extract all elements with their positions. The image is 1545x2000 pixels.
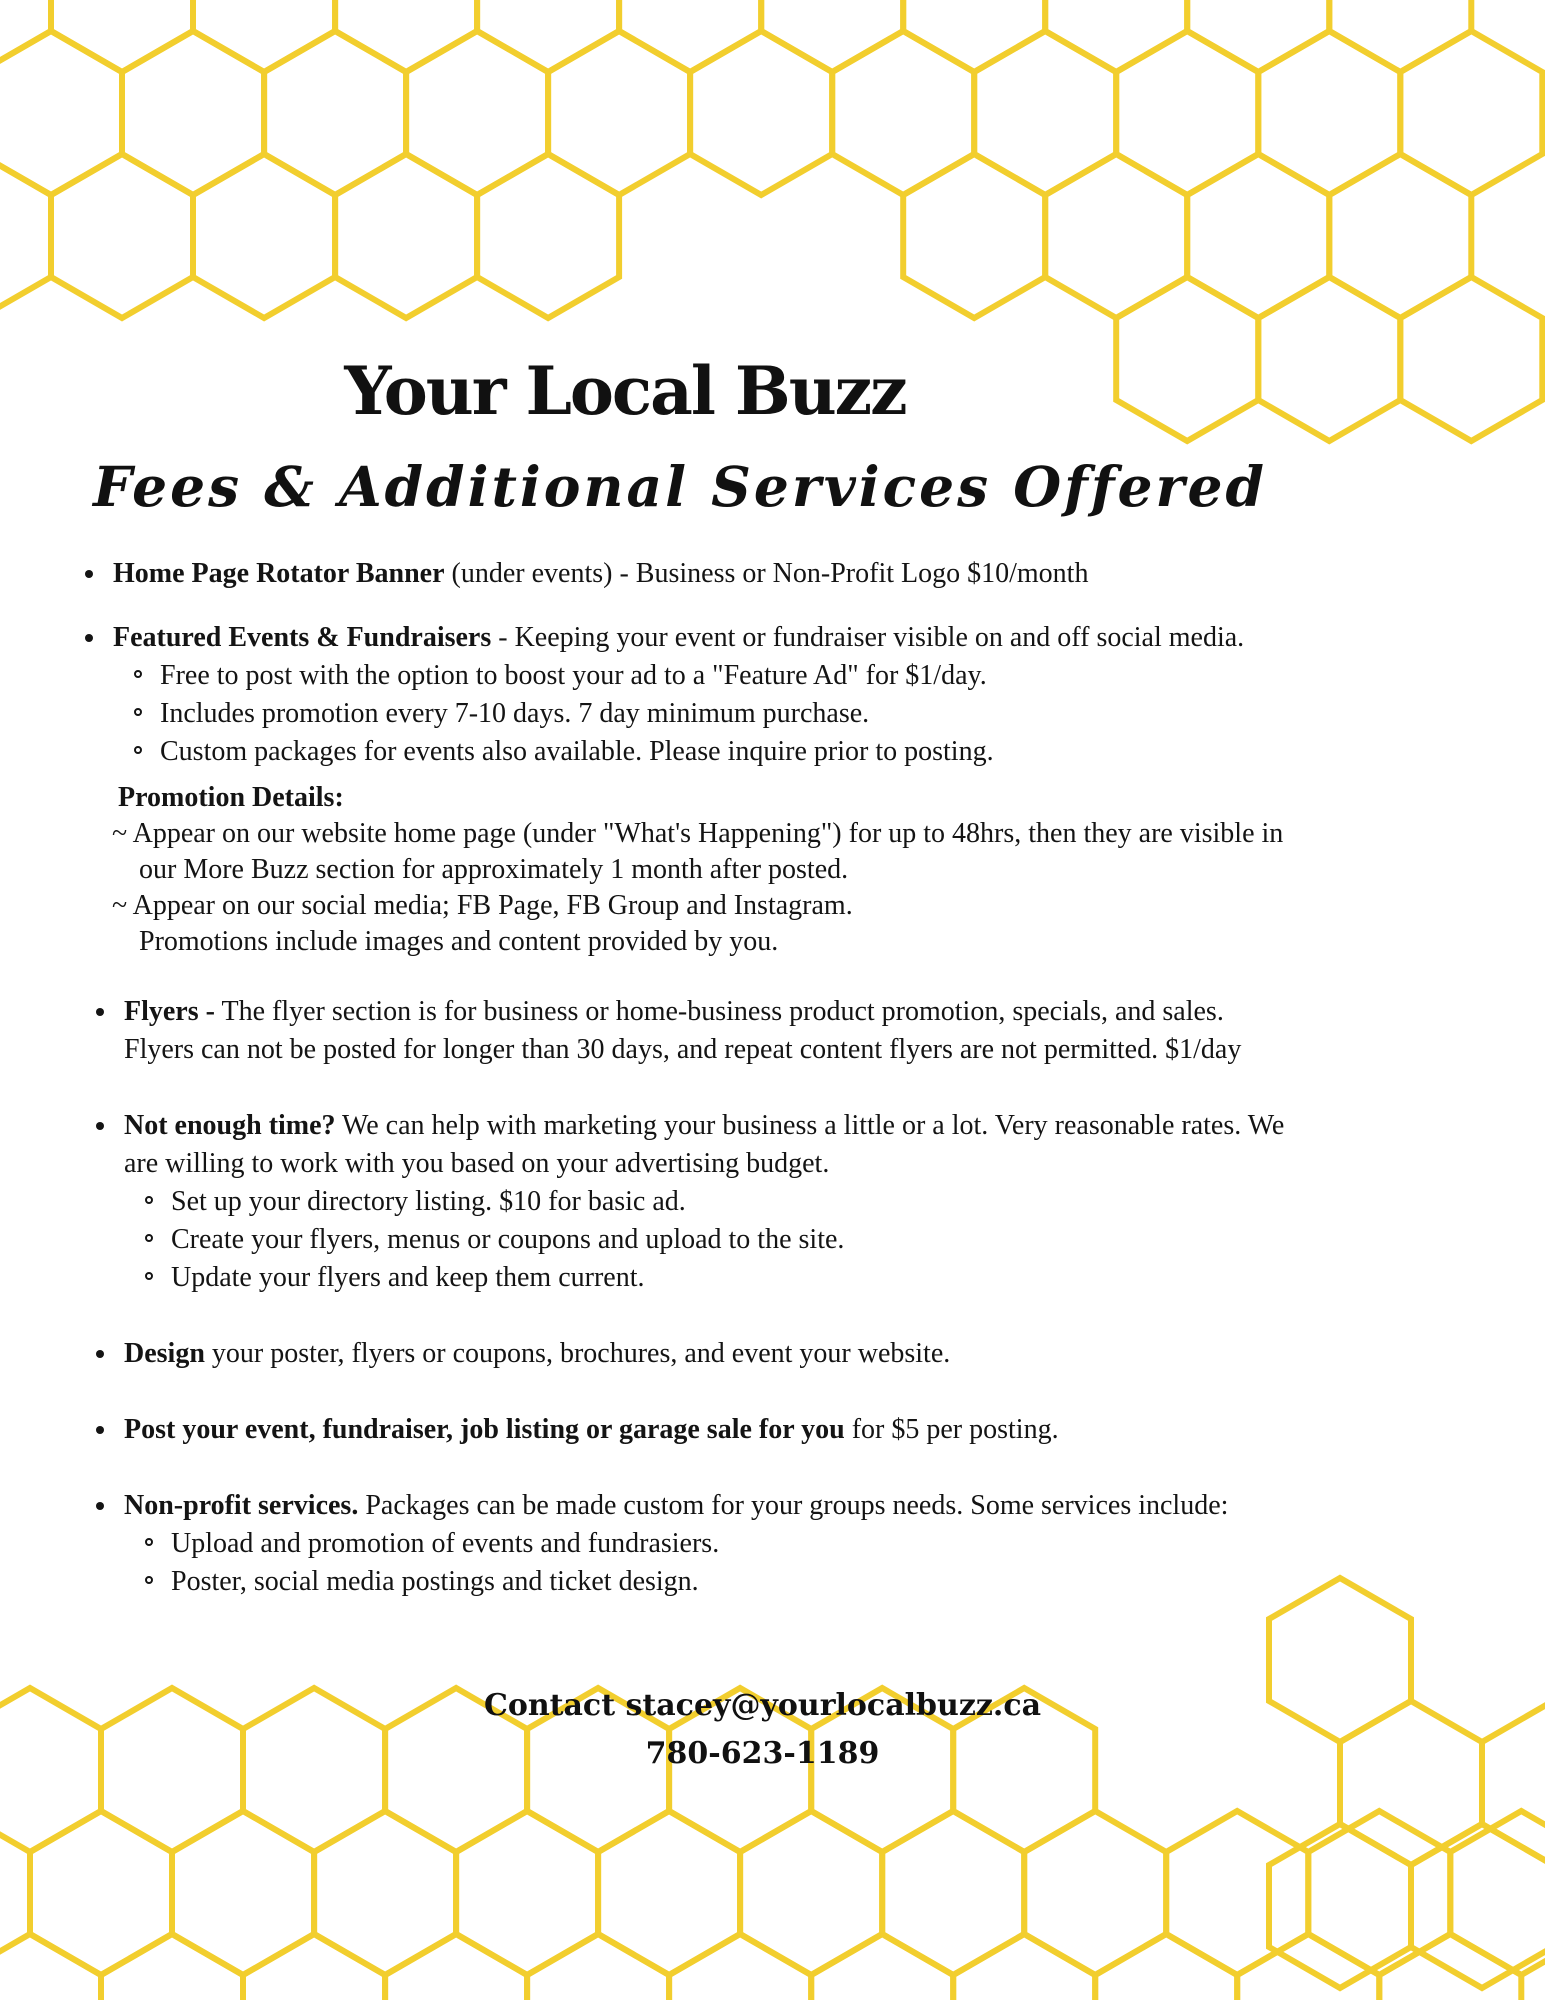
promotion-line: Promotions include images and content provided by you.: [139, 926, 779, 957]
non-profit-sub-item: Upload and promotion of events and fundrasiers.: [171, 1525, 1524, 1563]
promotion-heading: Promotion Details:: [118, 782, 344, 813]
page-title: Your Local Buzz: [344, 352, 906, 430]
not-enough-time-sublist: [124, 1183, 1524, 1297]
not-enough-time-sub-item: Update your flyers and keep them current.: [171, 1259, 1524, 1297]
promotion-line: ~ Appear on our website home page (under "What's Happening") for up to 48hrs, then they are visible in: [112, 818, 1284, 849]
services-list-bottom: [124, 993, 1524, 1601]
featured-sub-item: Custom packages for events also available. Please inquire prior to posting.: [160, 733, 1493, 771]
non-profit-sublist: [124, 1525, 1524, 1601]
flyers-title: Flyers -: [124, 996, 215, 1027]
list-item-post-event: [124, 1411, 1524, 1449]
promotion-line: ~ Appear on our social media; FB Page, FB Group and Instagram.: [112, 890, 853, 921]
not-enough-time-sub-item: Create your flyers, menus or coupons and upload to the site.: [171, 1221, 1524, 1259]
featured-sub-item: Free to post with the option to boost your ad to a "Feature Ad" for $1/day.: [160, 657, 1493, 695]
page-subtitle: Fees & Additional Services Offered: [93, 454, 1267, 519]
promotion-line: our More Buzz section for approximately 1 month after posted.: [139, 854, 849, 885]
contact-phone: 780-623-1189: [645, 1736, 880, 1771]
non-profit-sub-item: Poster, social media postings and ticket design.: [171, 1563, 1524, 1601]
featured-sub-item: Includes promotion every 7-10 days. 7 day minimum purchase.: [160, 695, 1493, 733]
not-enough-time-title: Not enough time?: [124, 1110, 336, 1141]
featured-title: Featured Events & Fundraisers: [113, 622, 492, 653]
home-banner-title: Home Page Rotator Banner: [113, 558, 445, 589]
not-enough-time-sub-item: Set up your directory listing. $10 for basic ad.: [171, 1183, 1524, 1221]
flyers-text: The flyer section is for business or home-business product promotion, specials, and sales.: [214, 996, 1224, 1027]
post-event-title: Post your event, fundraiser, job listing or garage sale for you: [124, 1414, 845, 1445]
home-banner-text: (under events) - Business or Non-Profit Logo $10/month: [444, 558, 1089, 589]
list-item-featured: [113, 619, 1493, 771]
not-enough-time-text: We can help with marketing your business a little or a lot. Very reasonable rates. We: [335, 1110, 1285, 1141]
list-item-design: [124, 1335, 1524, 1373]
list-item-not-enough-time: [124, 1107, 1524, 1297]
list-item-flyers: [124, 993, 1524, 1069]
post-event-text: for $5 per posting.: [844, 1414, 1059, 1445]
services-list-top: [113, 555, 1493, 771]
list-item-non-profit: [124, 1487, 1524, 1601]
non-profit-title: Non-profit services.: [124, 1490, 359, 1521]
design-text: your poster, flyers or coupons, brochures, and event your website.: [204, 1338, 951, 1369]
list-item-home-banner: [113, 555, 1493, 593]
featured-text: - Keeping your event or fundraiser visible on and off social media.: [491, 622, 1245, 653]
contact-email: Contact stacey@yourlocalbuzz.ca: [483, 1688, 1042, 1723]
promotion-details: [112, 780, 1283, 960]
flyers-text-2: Flyers can not be posted for longer than 30 days, and repeat content flyers are not permitted. $1/day: [124, 1034, 1242, 1065]
design-title: Design: [124, 1338, 205, 1369]
featured-sublist: [113, 657, 1493, 771]
not-enough-time-text-2: are willing to work with you based on your advertising budget.: [124, 1148, 830, 1179]
non-profit-text: Packages can be made custom for your groups needs. Some services include:: [358, 1490, 1229, 1521]
